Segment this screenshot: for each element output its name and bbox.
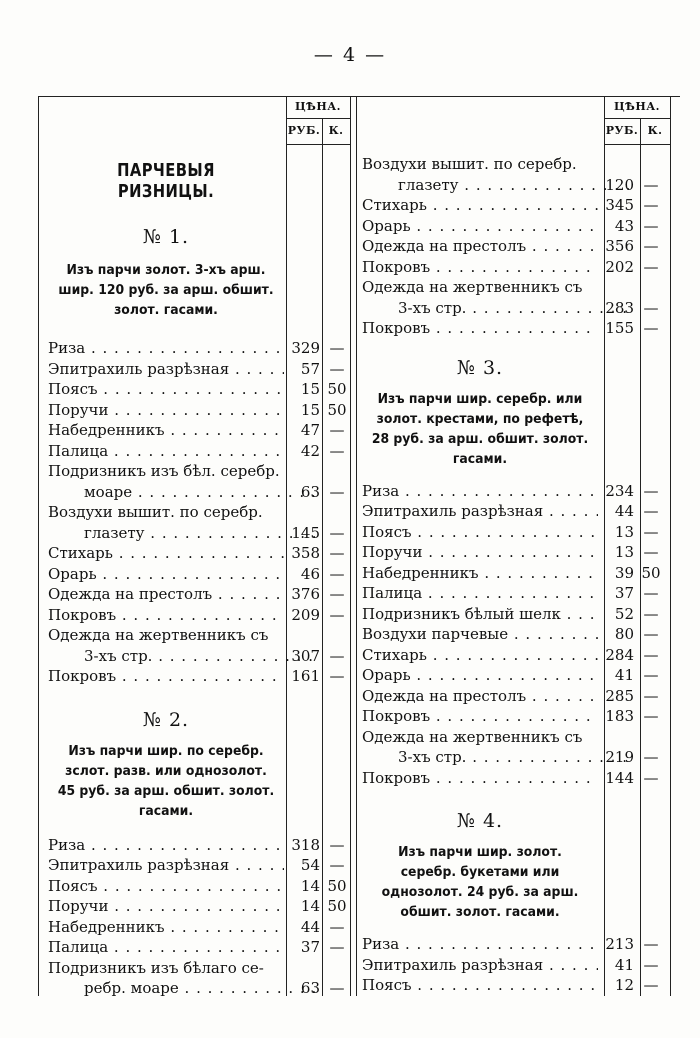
list-item: ребр. моаре . . . 63 —	[48, 978, 284, 999]
list-item: Риза . . . 213 —	[362, 934, 598, 955]
list-item: Набедренникъ . . . 44 —	[48, 917, 284, 938]
right-kop-header: К.	[647, 124, 663, 137]
list-item: Палица . . . 42 —	[48, 441, 284, 462]
right-table-right-border	[670, 96, 671, 996]
list-item-line1: Одежда на жертвенникъ съ	[362, 727, 583, 746]
list-item: Палица . . . 37 —	[362, 583, 598, 604]
price-list-2	[48, 835, 347, 999]
list-item: Набедренникъ . . . 39 50	[362, 563, 598, 584]
list-item: Поручи . . . 15 50	[48, 400, 284, 421]
section-number-3: № 3.	[456, 356, 504, 379]
list-item: Эпитрахиль разрѣзная . . . 41 —	[362, 955, 598, 976]
center-double-rule	[356, 96, 357, 996]
list-item: Стихарь . . . 345 —	[362, 195, 598, 216]
section-description-3: Изъ парчи шир. серебр. или золот. крестами, по рефетѣ, 28 руб. за арш. обшит. золот. гасами.	[371, 390, 589, 467]
left-kop-divider	[322, 118, 323, 996]
left-price-header: ЦѢНА.	[295, 100, 341, 113]
section-description-4: Изъ парчи шир. золот. серебр. букетами или однозолот. 24 руб. за арш. обшит. золот. гасами.	[381, 844, 579, 920]
price-list-3	[362, 481, 661, 789]
list-item: Поясъ . . . 12 —	[362, 975, 598, 996]
list-item: Поясъ . . . 13 —	[362, 522, 598, 543]
list-item: 3-хъ стр. . . . 283 —	[362, 298, 598, 319]
page-number: — 4 —	[313, 44, 387, 66]
list-item: Риза . . . 329 —	[48, 338, 284, 359]
list-item: Подризникъ бѣлый шелк . . . 52 —	[362, 604, 598, 625]
list-item: Орарь . . . 46 —	[48, 564, 284, 585]
list-item: моаре . . . 63 —	[48, 482, 284, 503]
list-item: Палица . . . 37 —	[48, 937, 284, 958]
list-item: Набедренникъ . . . 47 —	[48, 420, 284, 441]
list-item: Воздухи парчевые . . . 80 —	[362, 624, 598, 645]
list-item: Поясъ . . . 15 50	[48, 379, 284, 400]
list-item: Орарь . . . 43 —	[362, 216, 598, 237]
list-item: 3-хъ стр. . . . 219 —	[362, 747, 598, 768]
section-number-4: № 4.	[456, 810, 504, 832]
section-number-1: № 1.	[142, 226, 190, 248]
list-item: Покровъ . . . 183 —	[362, 706, 598, 727]
list-item: Эпитрахиль разрѣзная . . . 57 —	[48, 359, 284, 380]
section-description-2: Изъ парчи шир. по серебр. зслот. разв. или однозолот. 45 руб. за арш. обшит. золот. гасами.	[57, 742, 275, 819]
left-subheader-rule	[286, 144, 350, 145]
right-header-rule	[604, 118, 670, 119]
right-subheader-rule	[604, 144, 670, 145]
list-item-line1: Воздухи вышит. по серебр.	[362, 155, 577, 173]
list-item-line1: Подризникъ изъ бѣл. серебр.	[48, 462, 280, 480]
right-price-header: ЦѢНА.	[614, 100, 660, 113]
list-item-line1: Одежда на жертвенникъ съ	[48, 626, 269, 644]
list-item: Риза . . . 234 —	[362, 481, 598, 502]
section-title: ПАРЧЕВЫЯ РИЗНИЦЫ.	[117, 160, 215, 202]
left-header-rule	[286, 118, 350, 119]
list-item: Покровъ . . . 144 —	[362, 768, 598, 789]
price-list-continued	[362, 154, 659, 339]
list-item: Орарь . . . 41 —	[362, 665, 598, 686]
list-item: Поручи . . . 14 50	[48, 896, 284, 917]
list-item: Стихарь . . . 284 —	[362, 645, 598, 666]
price-list-1	[48, 338, 347, 687]
list-item: Эпитрахиль разрѣзная . . . 54 —	[48, 855, 284, 876]
list-item: Одежда на престолъ . . . 285 —	[362, 686, 598, 707]
list-item: Одежда на престолъ . . . 356 —	[362, 236, 598, 257]
list-item: Одежда на престолъ . . . 376 —	[48, 584, 284, 605]
list-item: Покровъ . . . 209 —	[48, 605, 284, 626]
left-kop-header: К.	[328, 124, 344, 137]
list-item: Покровъ . . . 155 —	[362, 318, 598, 339]
list-item: Поручи . . . 13 —	[362, 542, 598, 563]
list-item: Эпитрахиль разрѣзная . . . 44 —	[362, 501, 598, 522]
list-item: Риза . . . 318 —	[48, 835, 284, 856]
left-border	[38, 96, 39, 996]
list-item: Поясъ . . . 14 50	[48, 876, 284, 897]
left-rub-header: РУБ.	[287, 124, 321, 137]
left-table-right-border	[350, 96, 351, 996]
price-list-4	[362, 934, 659, 996]
list-item: 3-хъ стр. . . . 307 —	[48, 646, 284, 667]
list-item-line1: Подризникъ изъ бѣлаго се-	[48, 958, 264, 977]
list-item: глазету . . . 120 —	[362, 175, 598, 196]
list-item-line1: Воздухи вышит. по серебр.	[48, 503, 263, 521]
list-item: Стихарь . . . 358 —	[48, 543, 284, 564]
list-item: Покровъ . . . 161 —	[48, 666, 284, 687]
section-description-1: Изъ парчи золот. 3-хъ арш. шир. 120 руб. за арш. обшит. золот. гасами.	[58, 262, 274, 318]
section-number-2: № 2.	[142, 708, 190, 731]
list-item: глазету . . . 145 —	[48, 523, 284, 544]
right-rub-header: РУБ.	[605, 124, 639, 137]
list-item: Покровъ . . . 202 —	[362, 257, 598, 278]
list-item-line1: Одежда на жертвенникъ съ	[362, 278, 583, 296]
